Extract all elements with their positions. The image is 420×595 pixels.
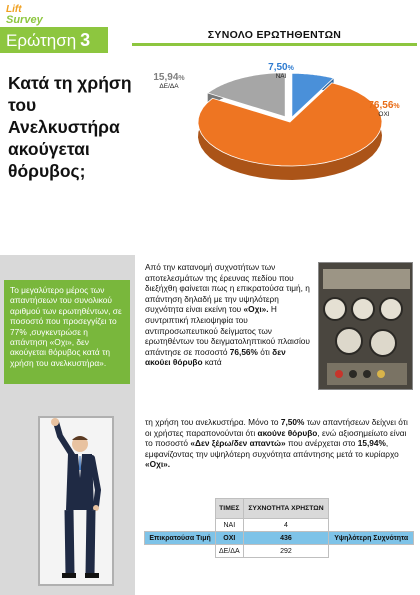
body-p1: Από την κατανομή συχνοτήτων των αποτελεσμάτων της έρευνας πεδίου που διεξήχθη φαίνεται πως η επικρατούσα τιμή, η απάντηση δηλαδή με την υψηλότερη συχνότητα είναι εκείνη του	[145, 262, 310, 315]
table-cell-left	[145, 545, 216, 558]
pie-label-dk	[146, 72, 192, 90]
logo	[6, 4, 43, 26]
question-badge-number: 3	[80, 30, 91, 50]
table-row	[145, 519, 414, 532]
body-p4-d: που ανέρχεται στο	[287, 438, 356, 449]
businessman-illustration	[40, 418, 112, 584]
yes-unit: %	[287, 65, 294, 72]
body-p3: ότι	[260, 346, 270, 357]
table-cell-freq: 292	[243, 545, 329, 558]
table-cell-value: ΟΧΙ	[216, 532, 243, 545]
logo-line1: Lift	[6, 4, 22, 15]
pie-chart	[170, 60, 410, 210]
table-cell-value: ΔΕ/ΔΑ	[216, 545, 243, 558]
header-title: ΣΥΝΟΛΟ ΕΡΩΤΗΘΕΝΤΩΝ	[132, 26, 417, 46]
table-cell-value: ΝΑΙ	[216, 519, 243, 532]
body-text-wide	[145, 417, 410, 470]
pie-label-no	[358, 100, 410, 118]
dk-percent: 15,94	[153, 72, 179, 83]
question-badge-label: Ερώτηση	[6, 31, 77, 50]
summary-box: Το μεγαλύτερο μέρος των απαντήσεων του συνολικού αριθμού των ερωτηθέντων, σε ποσοστό που προσεγγίζει το 77% ,συγκεντρώσε η απάντηση «Οχι», δεν ακούγεται θόρυβος κατά τη χρήση του ανελκυστήρα».	[4, 280, 130, 384]
table-header-blank-left	[145, 499, 216, 519]
no-unit: %	[393, 103, 400, 110]
question-text: Κατά τη χρήση του Ανελκυστήρα ακούγεται θόρυβος;	[8, 73, 132, 181]
no-category: ΟΧΙ	[378, 111, 390, 118]
body-p4-bold5: «Οχι».	[145, 459, 171, 470]
table-cell-right: Υψηλότερη Συχνότητα	[329, 532, 414, 545]
body-p4-bold1: 7,50%	[280, 417, 305, 427]
table-cell-freq: 4	[243, 519, 329, 532]
man-illustration-frame	[38, 416, 114, 586]
body-p3-bold: δεν ακούει θόρυβο	[145, 346, 286, 368]
table-header-frequency: ΣΥΧΝΟΤΗΤΑ ΧΡΗΣΤΩΝ	[243, 499, 329, 519]
table-cell-right	[329, 519, 414, 532]
body-p4-bold2: ακούνε θόρυβο	[257, 427, 318, 438]
body-p2: Η συντριπτική πλειοψηφία του αντιπροσωπευτικού δείγματος των ερωτηθέντων του δειγματοληπτικού πλαισίου απάντησε σε ποσοστό	[145, 304, 310, 357]
body-p4-bold3: «Δεν ξέρω/δεν απαντώ»	[190, 438, 286, 449]
yes-percent: 7,50	[268, 62, 288, 73]
table-header-values: ΤΙΜΕΣ	[216, 499, 243, 519]
table-row	[145, 545, 414, 558]
no-percent: 76,56	[368, 100, 394, 111]
body-p3-end: κατά	[204, 357, 222, 368]
table-cell-left	[145, 519, 216, 532]
body-p2-bold: 76,56%	[229, 346, 258, 357]
logo-line2: Survey	[6, 14, 43, 26]
body-p4-c: , ενώ αξιοσημείωτο είναι το ποσοστό	[145, 427, 407, 449]
yes-category: ΝΑΙ	[275, 73, 287, 80]
body-p4-e: , εμφανίζοντας την υψηλότερη συχνότητα απάντησης μετά το κυρίαρχο	[145, 438, 399, 459]
body-text-column	[145, 262, 313, 368]
body-p1-bold: «Οχι».	[243, 304, 269, 315]
dk-category: ΔΕ/ΔΑ	[159, 83, 179, 90]
lift-panel-image	[319, 263, 413, 390]
body-p4-bold4: 15,94%	[357, 438, 386, 449]
frequency-table	[144, 498, 414, 558]
table-cell-freq: 436	[243, 532, 329, 545]
body-p4: τη χρήση του ανελκυστήρα. Μόνο το	[145, 417, 279, 427]
lift-machinery-photo	[318, 262, 413, 390]
table-header-row	[145, 499, 414, 519]
table-header-blank-right	[329, 499, 414, 519]
pie-label-yes	[258, 62, 304, 80]
question-badge	[0, 27, 108, 53]
dk-unit: %	[178, 75, 185, 82]
table-cell-right	[329, 545, 414, 558]
table-row	[145, 532, 414, 545]
table-cell-left: Επικρατούσα Τιμή	[145, 532, 216, 545]
body-p4-b: των απαντήσεων δείχνει ότι οι χρήστες παραπονούνται ότι	[145, 417, 408, 438]
